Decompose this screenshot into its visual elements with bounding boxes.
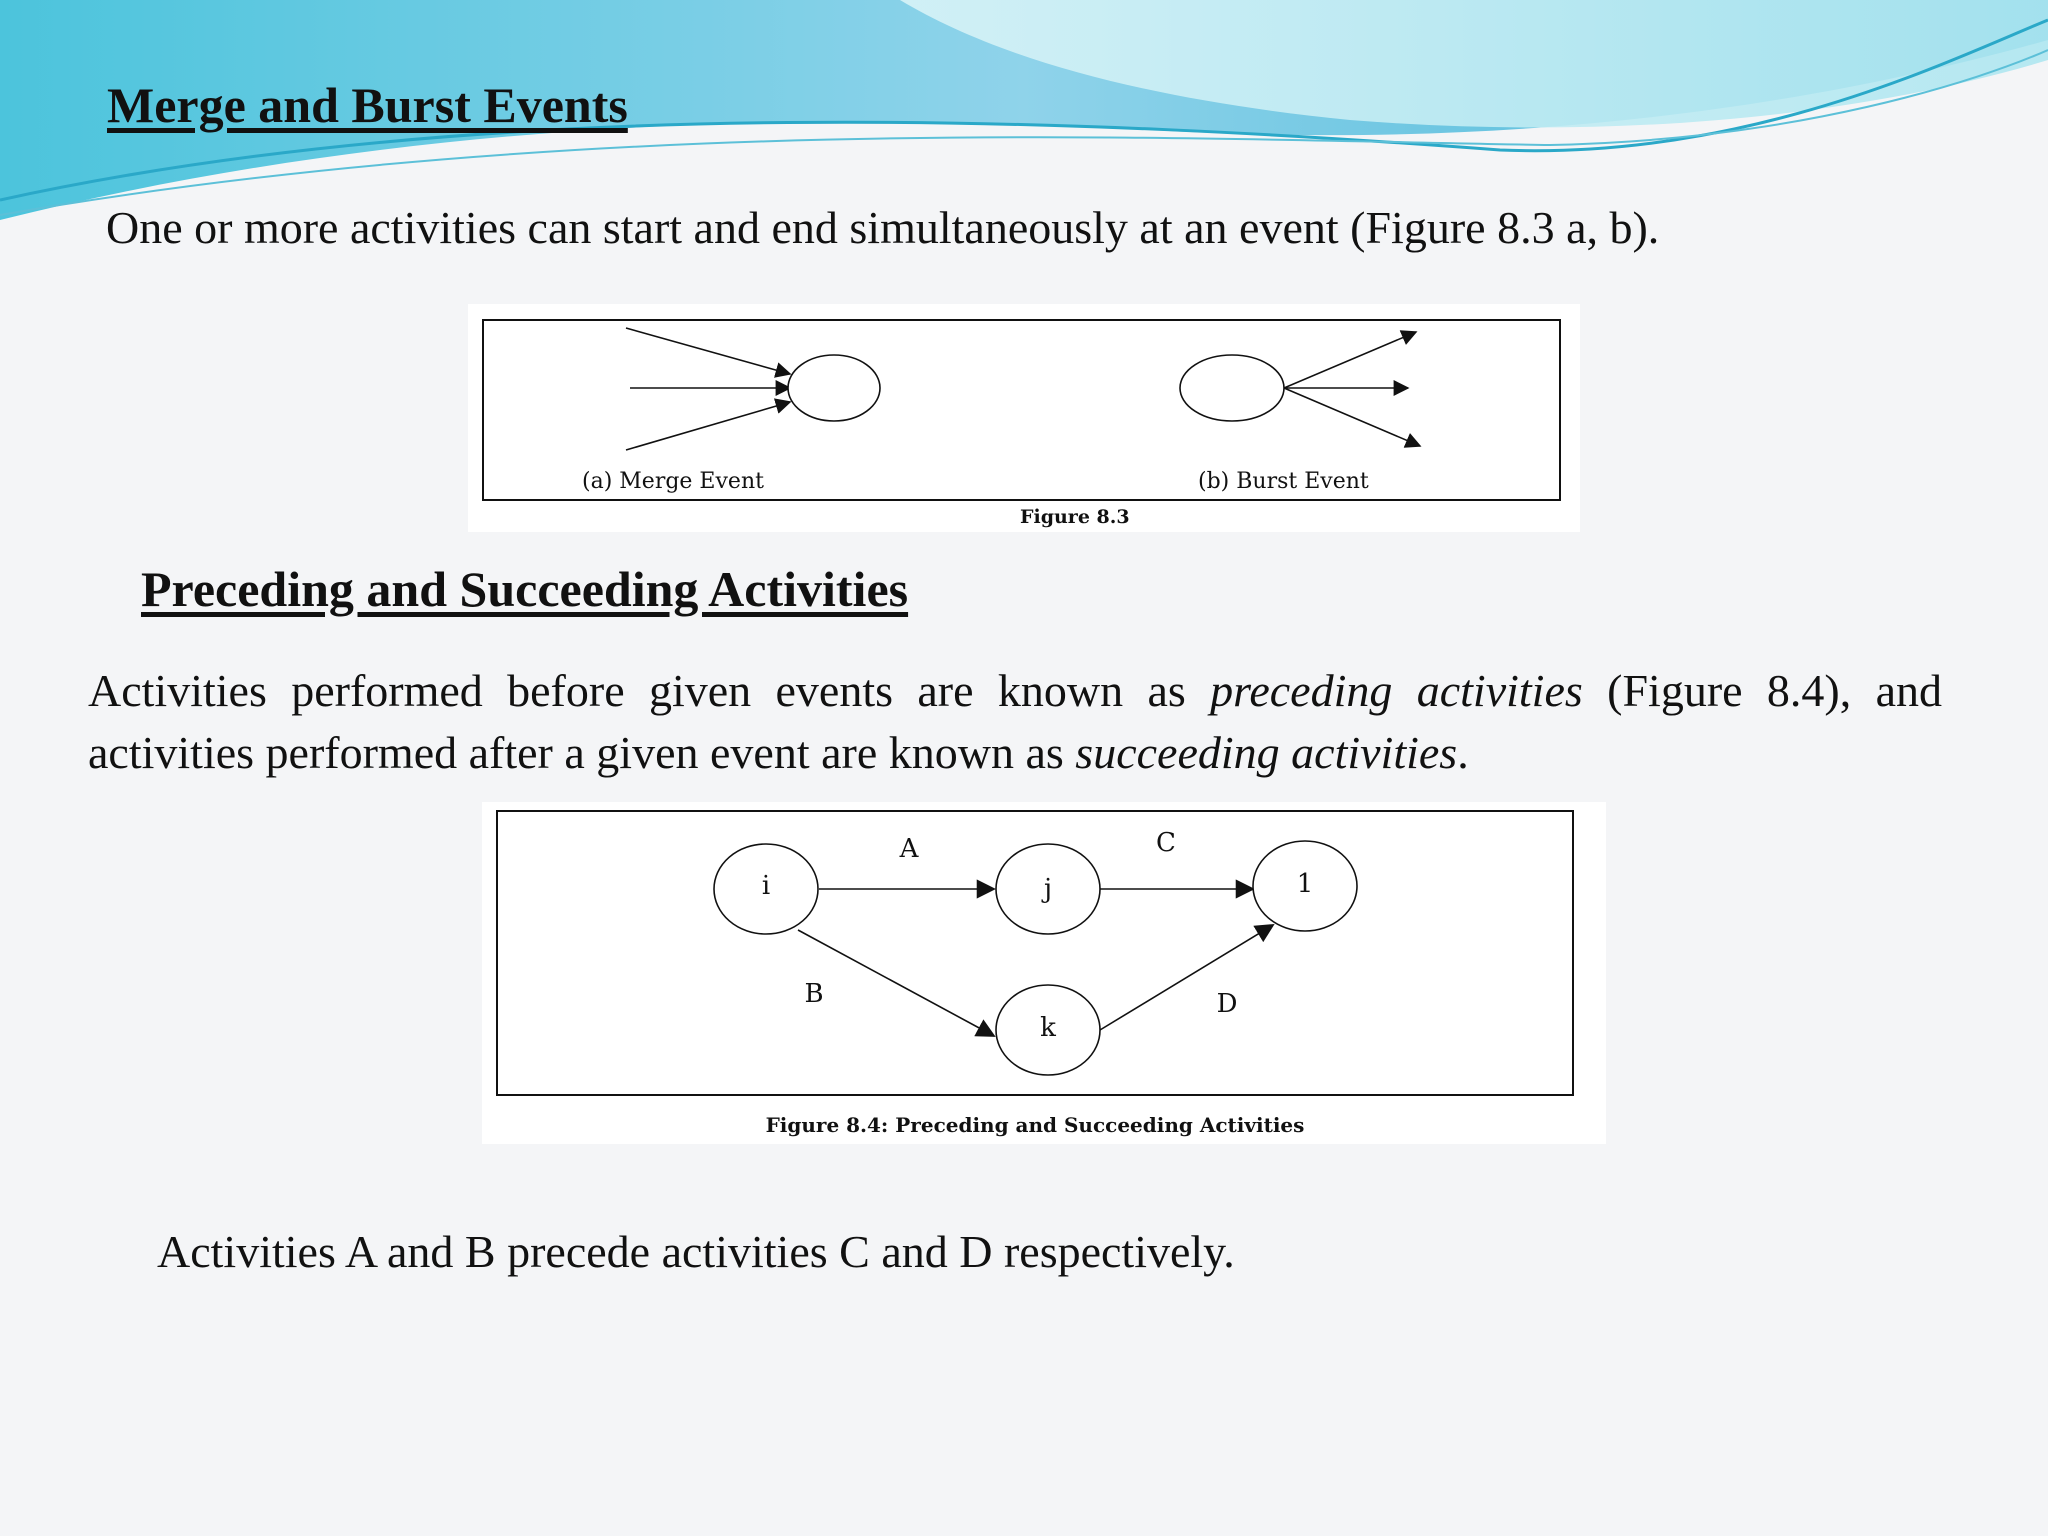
paragraph-activities-precede: Activities A and B precede activities C and D respectively. [157, 1226, 1235, 1277]
edge-b-arrow [798, 930, 994, 1036]
edge-b-label: B [804, 979, 824, 1009]
node-i-label: i [761, 871, 771, 901]
burst-event-node [1180, 355, 1284, 421]
merge-incoming-arrow-1 [626, 328, 790, 374]
burst-outgoing-arrow-1 [1284, 332, 1416, 388]
heading-merge-burst-events: Merge and Burst Events [107, 77, 628, 133]
edge-d-label: D [1216, 989, 1238, 1019]
figure-8-3-caption: Figure 8.3 [1020, 506, 1130, 528]
heading-preceding-succeeding: Preceding and Succeeding Activities [141, 561, 909, 617]
para2-text-1: Activities performed before given events are known as [88, 665, 1211, 716]
node-j-label: j [1043, 874, 1053, 904]
burst-outgoing-arrow-3 [1284, 388, 1420, 446]
para2-text-3: . [1457, 727, 1469, 778]
paragraph-preceding-succeeding [88, 660, 1942, 784]
figure-8-4-diagram [482, 802, 1606, 1144]
edge-c-label: C [1156, 828, 1176, 858]
term-preceding-activities: preceding activities [1210, 665, 1583, 716]
node-l-label: 1 [1296, 869, 1314, 899]
burst-event-label: (b) Burst Event [1198, 469, 1369, 494]
paragraph-merge-burst: One or more activities can start and end simultaneously at an event (Figure 8.3 a, b). [106, 202, 1660, 253]
edge-d-arrow [1100, 925, 1273, 1030]
node-k-label: k [1040, 1013, 1056, 1043]
edge-a-label: A [899, 834, 919, 864]
figure-8-4-caption: Figure 8.4: Preceding and Succeeding Activities [765, 1113, 1305, 1137]
figure-8-3-diagram [468, 304, 1580, 532]
merge-incoming-arrow-3 [626, 402, 790, 450]
merge-event-label: (a) Merge Event [582, 469, 764, 494]
term-succeeding-activities: succeeding activities [1075, 727, 1458, 778]
para2-text-2: (Figure 8.4), and activities performed after a given event are known as [88, 665, 1942, 778]
merge-event-node [788, 355, 880, 421]
